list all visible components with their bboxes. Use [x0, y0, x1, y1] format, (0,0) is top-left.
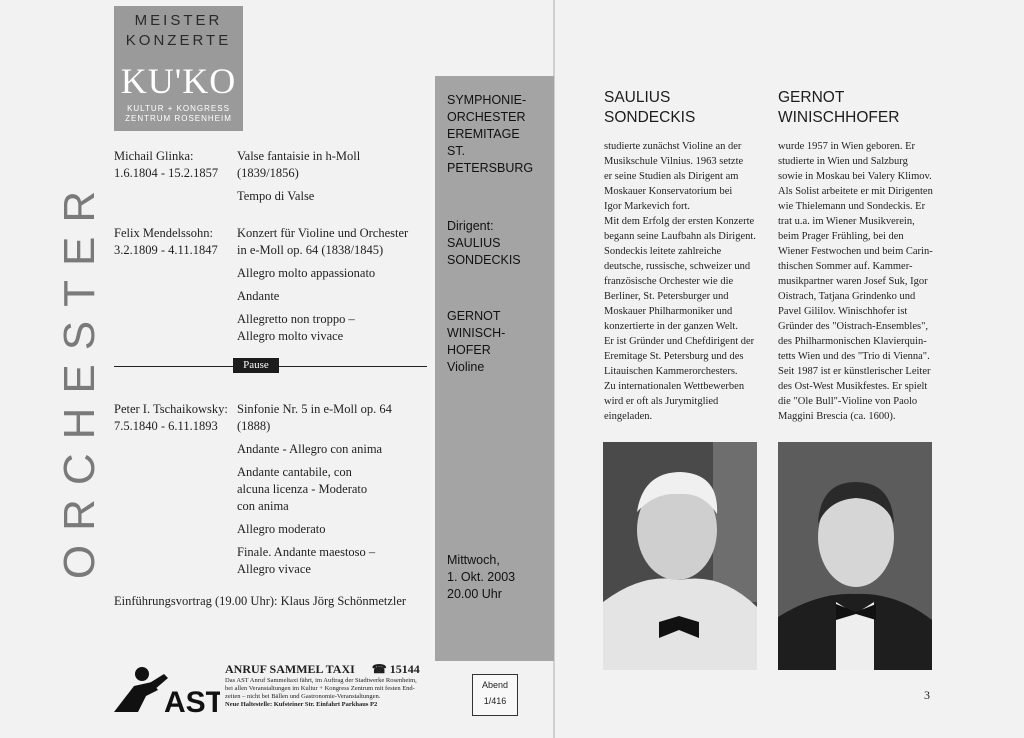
conductor-name: SONDECKIS	[447, 253, 521, 267]
bio-line: konzertierte in der ganzen Welt.	[604, 321, 738, 332]
bio-heading-winischhofer	[778, 88, 899, 128]
bio-line: Als Solist arbeitete er mit Dirigenten	[778, 186, 933, 197]
bio-line: begann seine Laufbahn als Dirigent.	[604, 231, 756, 242]
composer-mendelssohn	[114, 225, 232, 259]
work-title-cont: in e-Moll op. 64 (1838/1845)	[237, 243, 384, 257]
bio-line: Pavel Gililov. Winischhofer ist	[778, 306, 908, 317]
photo-winischhofer	[778, 442, 932, 670]
bio-line: Mit dem Erfolg der ersten Konzerte	[604, 216, 755, 227]
work-glinka	[237, 148, 427, 205]
bio-line: Er ist Gründer und Chefdirigent der	[604, 336, 755, 347]
movement: Andante - Allegro con anima	[237, 442, 383, 456]
bio-line: tetts Wien und des "Trio di Vienna".	[778, 351, 930, 362]
ticket-label: Abend	[481, 680, 509, 690]
bio-line: die "Ole Bull"-Violine von Paolo	[778, 396, 918, 407]
date-line: 20.00 Uhr	[447, 587, 502, 601]
composer-dates: 3.2.1809 - 4.11.1847	[114, 243, 218, 257]
taxi-figure-icon	[108, 660, 220, 720]
bio-last-name: SONDECKIS	[604, 109, 696, 126]
bio-line: sowie in Moskau bei Valery Klimov.	[778, 171, 932, 182]
composer-tschaikowsky	[114, 401, 232, 435]
taxi-stop-line: Neue Haltestelle: Kufsteiner Str. Einfahrt Parkhaus P2	[225, 701, 378, 708]
bio-line: er seine Studien als Dirigent am	[604, 171, 739, 182]
bio-line: Wiener Festwochen und beim Carin-	[778, 246, 933, 257]
bio-heading-sondeckis	[604, 88, 695, 128]
work-title: Valse fantaisie in h-Moll	[237, 149, 361, 163]
taxi-detail-line: Das AST Anruf Sammeltaxi fährt, im Auftrag der Stadtwerke Rosenheim,	[225, 677, 417, 684]
taxi-phone: ☎ 15144	[371, 662, 420, 676]
orchestra-line: EREMITAGE	[447, 127, 520, 141]
composer-glinka	[114, 148, 232, 182]
orchestra-name	[447, 92, 551, 177]
bio-line: französische Orchester wie die	[604, 276, 734, 287]
bio-line: wie Thielemann und Sondeckis. Er	[778, 201, 926, 212]
soloist-name: WINISCH-	[447, 326, 506, 340]
composer-name: Peter I. Tschaikowsky:	[114, 402, 228, 416]
movement: Allegro moderato	[237, 522, 326, 536]
bio-line: Berliner, St. Petersburger und	[604, 291, 729, 302]
bio-line: Litauischen Kammerorchesters.	[604, 366, 738, 377]
bio-line: studierte zunächst Violine an der	[604, 141, 742, 152]
kuko-logo	[114, 6, 243, 131]
taxi-details	[225, 677, 445, 709]
lecture-note: Einführungsvortrag (19.00 Uhr): Klaus Jörg Schönmetzler	[114, 594, 407, 608]
bio-line: Oistrach, Tatjana Grindenko und	[778, 291, 916, 302]
conductor-label: Dirigent:	[447, 219, 494, 233]
logo-sub-zentrum: ZENTRUM ROSENHEIM	[125, 114, 232, 123]
ast-logo	[108, 660, 220, 720]
work-mendelssohn	[237, 225, 427, 345]
page-number: 3	[924, 688, 930, 702]
bio-first-name: GERNOT	[778, 89, 845, 106]
orchestra-line: ORCHESTER	[447, 110, 526, 124]
bio-line: beim Prager Frühling, bei den	[778, 231, 904, 242]
bio-line: Maggini Brescia (ca. 1600).	[778, 411, 896, 422]
bio-line: deutsche, russische, schweizer und	[604, 261, 751, 272]
bio-line: Gründer des "Oistrach-Ensembles",	[778, 321, 928, 332]
taxi-detail-line: zeiten – nicht bei Bällen und Gastronomie-Veranstaltungen.	[225, 693, 381, 700]
portrait-sondeckis-image	[603, 442, 757, 670]
movement: Finale. Andante maestoso –	[237, 545, 376, 559]
logo-line-meister: MEISTER	[134, 12, 223, 29]
movement-cont: alcuna licenza - Moderato	[237, 482, 368, 496]
bio-line: wurde 1957 in Wien geboren. Er	[778, 141, 916, 152]
logo-brand: KU'KO	[120, 61, 237, 101]
work-title-cont: (1839/1856)	[237, 166, 299, 180]
movement: Tempo di Valse	[237, 189, 315, 203]
portrait-winischhofer-image	[778, 442, 932, 670]
orchestra-line: ST. PETERSBURG	[447, 144, 534, 175]
bio-line: Moskauer Konservatorium bei	[604, 186, 733, 197]
bio-line: wird er oft als Jurymitglied	[604, 396, 719, 407]
composer-dates: 1.6.1804 - 15.2.1857	[114, 166, 219, 180]
taxi-title: ANRUF SAMMEL TAXI	[225, 662, 355, 676]
bio-line: Igor Markevich fort.	[604, 201, 691, 212]
bio-line: thischen Sommer auf. Kammer-	[778, 261, 913, 272]
logo-line-konzerte: KONZERTE	[125, 32, 232, 49]
info-column	[435, 76, 554, 661]
work-title: Sinfonie Nr. 5 in e-Moll op. 64	[237, 402, 392, 416]
bio-text-sondeckis	[604, 139, 774, 424]
taxi-headline	[225, 662, 420, 677]
vertical-title	[54, 138, 106, 618]
logo-sub-kultur: KULTUR + KONGRESS	[127, 104, 230, 113]
movement-cont: Allegro molto vivace	[237, 329, 344, 343]
bio-line: Eremitage St. Petersburg und des	[604, 351, 744, 362]
bio-last-name: WINISCHHOFER	[778, 109, 900, 126]
movement-cont: Allegro vivace	[237, 562, 311, 576]
date-block	[447, 552, 551, 603]
movement-cont: con anima	[237, 499, 289, 513]
date-line: 1. Okt. 2003	[447, 570, 516, 584]
bio-text-winischhofer	[778, 139, 948, 424]
bio-first-name: SAULIUS	[604, 89, 671, 106]
vertical-title-text: ORCHESTER	[55, 176, 104, 580]
soloist-instrument: Violine	[447, 360, 485, 374]
composer-name: Felix Mendelssohn:	[114, 226, 213, 240]
bio-line: eingeladen.	[604, 411, 653, 422]
orchestra-line: SYMPHONIE-	[447, 93, 527, 107]
date-line: Mittwoch,	[447, 553, 500, 567]
bio-line: musikpartner waren Josef Suk, Igor	[778, 276, 928, 287]
work-title-cont: (1888)	[237, 419, 271, 433]
bio-line: Sondeckis leitete zahlreiche	[604, 246, 722, 257]
composer-name: Michail Glinka:	[114, 149, 194, 163]
taxi-detail-line: bei allen Veranstaltungen im Kultur + Kongress Zentrum mit festen End-	[225, 685, 415, 692]
movement: Andante	[237, 289, 280, 303]
bio-line: des Ost-West Musikfestes. Er spielt	[778, 381, 928, 392]
bio-line: Zu internationalen Wettbewerben	[604, 381, 745, 392]
movement: Allegro molto appassionato	[237, 266, 376, 280]
soloist-name: HOFER	[447, 343, 491, 357]
composer-dates: 7.5.1840 - 6.11.1893	[114, 419, 218, 433]
ticket-number: 1/416	[483, 696, 507, 706]
soloist-block	[447, 308, 551, 376]
work-tschaikowsky	[237, 401, 427, 578]
work-title: Konzert für Violine und Orchester	[237, 226, 409, 240]
soloist-name: GERNOT	[447, 309, 501, 323]
bio-line: Musikschule Vilnius. 1963 setzte	[604, 156, 744, 167]
bio-line: Seit 1987 ist er künstlerischer Leiter	[778, 366, 931, 377]
movement: Andante cantabile, con	[237, 465, 352, 479]
conductor-block	[447, 218, 551, 269]
photo-sondeckis	[603, 442, 757, 670]
ticket-stamp	[472, 674, 518, 716]
taxi-logo-text: AST	[164, 686, 220, 719]
bio-line: studierte in Wien und Salzburg	[778, 156, 908, 167]
movement: Allegretto non troppo –	[237, 312, 355, 326]
conductor-name: SAULIUS	[447, 236, 501, 250]
bio-line: des Philharmonischen Klavierquin-	[778, 336, 927, 347]
bio-line: Moskauer Philharmoniker und	[604, 306, 733, 317]
pause-label: Pause	[233, 358, 279, 373]
bio-line: trat u.a. im Wiener Musikverein,	[778, 216, 915, 227]
